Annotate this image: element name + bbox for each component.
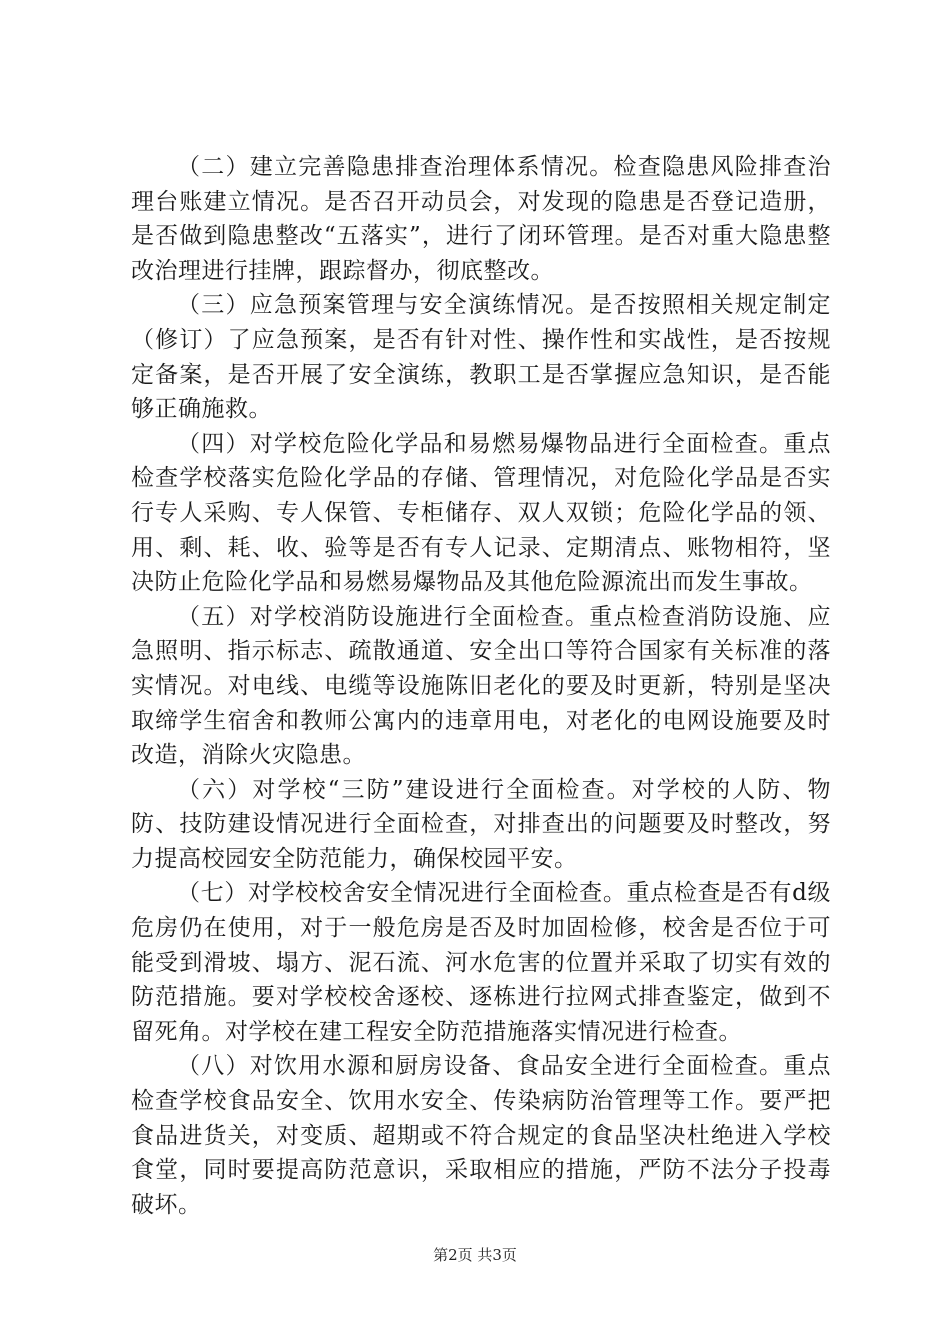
paragraph-2: （二）建立完善隐患排查治理体系情况。检查隐患风险排查治理台账建立情况。是否召开动员会，对发现的隐患是否登记造册，是否做到隐患整改“五落实”，进行了闭环管理。是否对重大隐患整改治理进行挂牌，跟踪督办，彻底整改。	[131, 154, 831, 284]
page-footer	[0, 1244, 950, 1265]
document-body	[131, 150, 831, 1222]
paragraph-8: （八）对饮用水源和厨房设备、食品安全进行全面检查。重点检查学校食品安全、饮用水安全、传染病防治管理等工作。要严把食品进货关，对变质、超期或不符合规定的食品坚决杜绝进入学校食堂，同时要提高防范意识，采取相应的措施，严防不法分子投毒破坏。	[131, 1053, 831, 1218]
page-number-label: 第2页 共3页	[433, 1246, 517, 1264]
paragraph-3: （三）应急预案管理与安全演练情况。是否按照相关规定制定（修订）了应急预案，是否有针对性、操作性和实战性，是否按规定备案，是否开展了安全演练，教职工是否掌握应急知识，是否能够正确施救。	[131, 292, 831, 423]
paragraph-5: （五）对学校消防设施进行全面检查。重点检查消防设施、应急照明、指示标志、疏散通道、安全出口等符合国家有关标准的落实情况。对电线、电缆等设施陈旧老化的要及时更新，特别是坚决取缔学生宿舍和教师公寓内的违章用电，对老化的电网设施要及时改造，消除火灾隐患。	[131, 603, 831, 769]
paragraph-7: （七）对学校校舍安全情况进行全面检查。重点检查是否有d级危房仍在使用，对于一般危房是否及时加固检修，校舍是否位于可能受到滑坡、塌方、泥石流、河水危害的位置并采取了切实有效的防范措施。要对学校校舍逐校、逐栋进行拉网式排查鉴定，做到不留死角。对学校在建工程安全防范措施落实情况进行检查。	[131, 880, 831, 1045]
paragraph-6: （六）对学校“三防”建设进行全面检查。对学校的人防、物防、技防建设情况进行全面检查，对排查出的问题要及时整改，努力提高校园安全防范能力，确保校园平安。	[131, 776, 831, 872]
paragraph-4: （四）对学校危险化学品和易燃易爆物品进行全面检查。重点检查学校落实危险化学品的存储、管理情况，对危险化学品是否实行专人采购、专人保管、专柜储存、双人双锁；危险化学品的领、用、剩、耗、收、验等是否有专人记录、定期清点、账物相符，坚决防止危险化学品和易燃易爆物品及其他危险源流出而发生事故。	[131, 430, 831, 596]
